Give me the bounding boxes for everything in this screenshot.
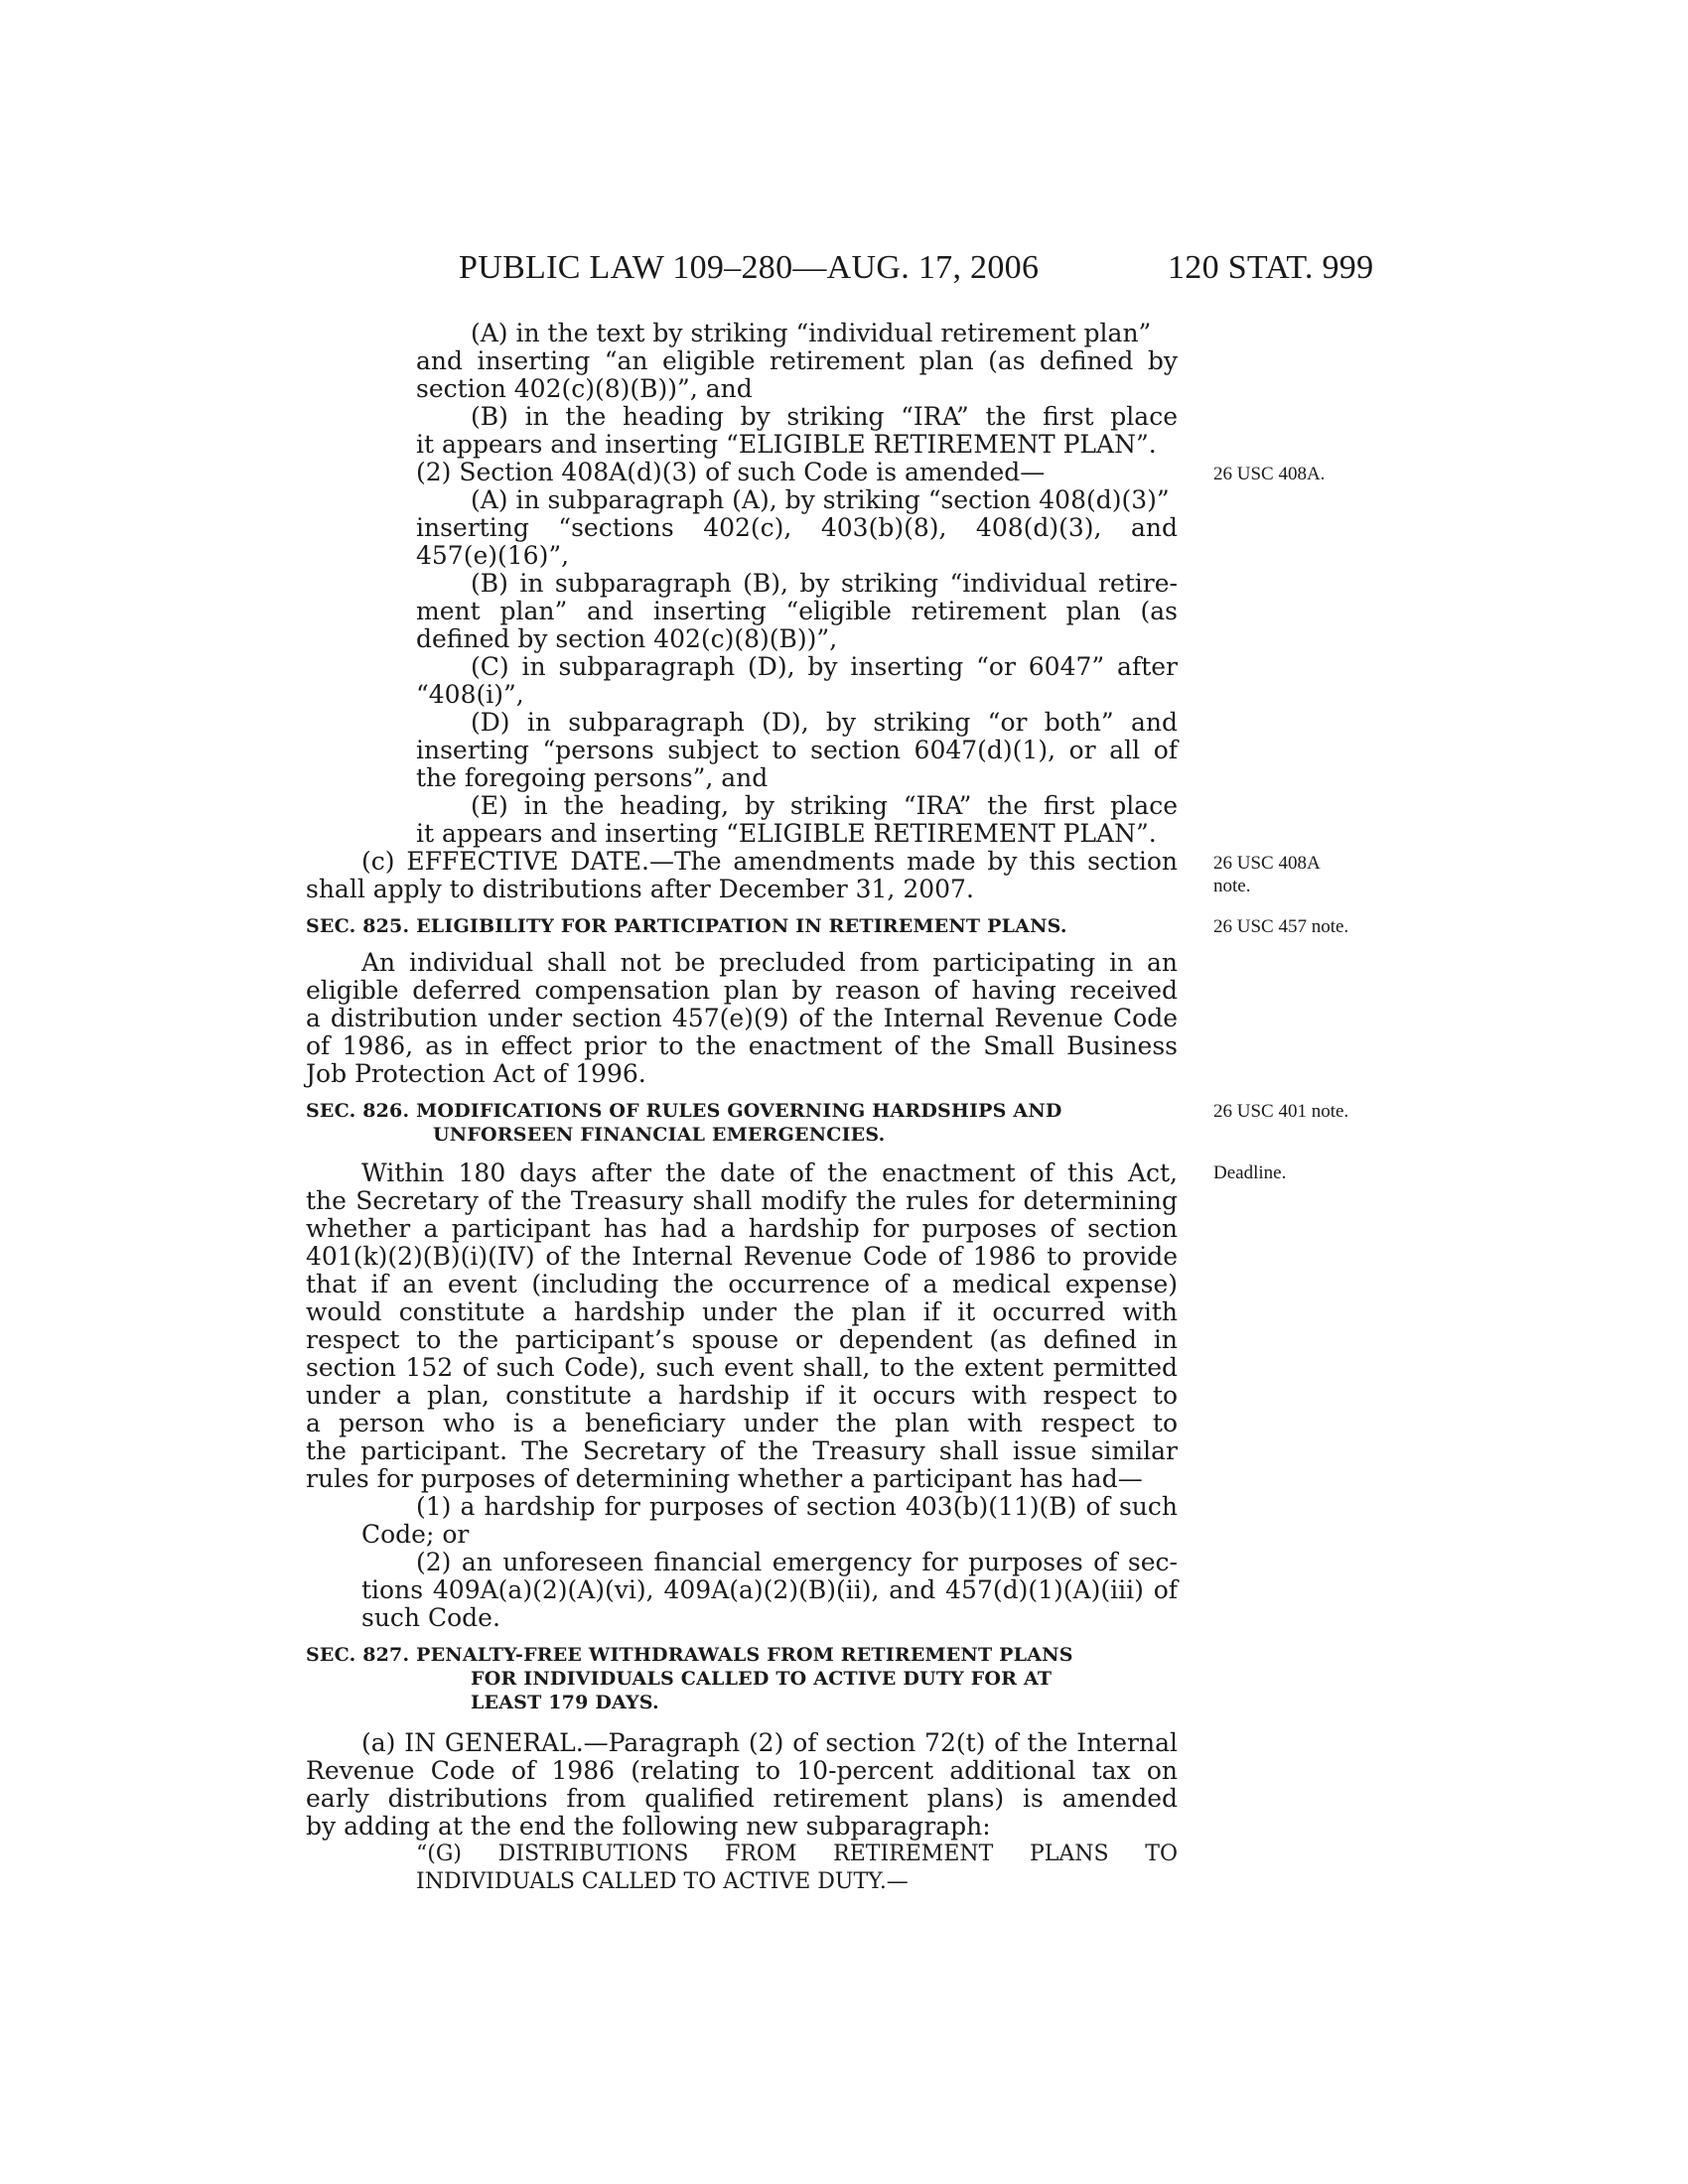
text-line: whether a participant has had a hardship for purposes of section <box>306 1214 1178 1243</box>
text-line: (2) an unforeseen financial emergency for purposes of sec- <box>416 1548 1178 1576</box>
text-line: (B) in subparagraph (B), by striking “individual retire- <box>471 569 1178 598</box>
text-line: a distribution under section 457(e)(9) of the Internal Revenue Code <box>306 1004 1178 1032</box>
running-header-page-ref: 120 STAT. 999 <box>1168 249 1374 286</box>
text-line: a person who is a beneficiary under the plan with respect to <box>306 1409 1178 1437</box>
text-line: (c) EFFECTIVE DATE.—The amendments made by this section <box>361 847 1178 876</box>
section-heading-continued: FOR INDIVIDUALS CALLED TO ACTIVE DUTY FOR AT <box>471 1668 1053 1690</box>
text-line: rules for purposes of determining whether a participant has had— <box>306 1464 1143 1493</box>
text-line: section 402(c)(8)(B))”, and <box>416 374 753 403</box>
running-header-title: PUBLIC LAW 109–280—AUG. 17, 2006 <box>459 249 1040 286</box>
margin-note: 26 USC 408A. <box>1213 464 1326 484</box>
text-line: “(G) DISTRIBUTIONS FROM RETIREMENT PLANS TO <box>416 1842 1178 1866</box>
text-line: that if an event (including the occurrence of a medical expense) <box>306 1270 1178 1298</box>
text-line: Revenue Code of 1986 (relating to 10-percent additional tax on <box>306 1756 1178 1785</box>
margin-note: 26 USC 408A <box>1213 853 1321 874</box>
margin-note: 26 USC 401 note. <box>1213 1101 1349 1122</box>
section-heading: SEC. 826. MODIFICATIONS OF RULES GOVERNING HARDSHIPS AND <box>306 1100 1062 1122</box>
text-line: Job Protection Act of 1996. <box>306 1059 646 1088</box>
text-line: 401(k)(2)(B)(i)(IV) of the Internal Revenue Code of 1986 to provide <box>306 1242 1178 1271</box>
text-line: and inserting “an eligible retirement plan (as defined by <box>416 346 1178 375</box>
text-line: inserting “sections 402(c), 403(b)(8), 408(d)(3), and <box>416 513 1178 542</box>
text-line: section 152 of such Code), such event shall, to the extent permitted <box>306 1353 1178 1382</box>
text-line: (a) IN GENERAL.—Paragraph (2) of section 72(t) of the Internal <box>361 1728 1178 1757</box>
text-line: (D) in subparagraph (D), by striking “or both” and <box>471 708 1178 737</box>
text-line: (A) in the text by striking “individual retirement plan” <box>471 319 1152 347</box>
text-line: inserting “persons subject to section 6047(d)(1), or all of <box>416 736 1178 764</box>
text-line: the participant. The Secretary of the Treasury shall issue similar <box>306 1436 1178 1465</box>
text-line: Code; or <box>361 1520 470 1549</box>
text-line: Within 180 days after the date of the enactment of this Act, <box>361 1159 1178 1187</box>
text-line: (C) in subparagraph (D), by inserting “or 6047” after <box>471 652 1178 681</box>
text-line: shall apply to distributions after December 31, 2007. <box>306 875 974 903</box>
section-heading: SEC. 827. PENALTY-FREE WITHDRAWALS FROM RETIREMENT PLANS <box>306 1644 1073 1666</box>
text-line: the foregoing persons”, and <box>416 763 769 792</box>
text-line: would constitute a hardship under the plan if it occurred with <box>306 1297 1178 1326</box>
margin-note: 26 USC 457 note. <box>1213 916 1349 937</box>
text-line: (1) a hardship for purposes of section 403(b)(11)(B) of such <box>416 1492 1178 1521</box>
section-heading-continued: LEAST 179 DAYS. <box>471 1692 659 1713</box>
text-line: (E) in the heading, by striking “IRA” the first place <box>471 791 1178 820</box>
text-line: early distributions from qualified retirement plans) is amended <box>306 1784 1178 1813</box>
text-line: it appears and inserting “ELIGIBLE RETIREMENT PLAN”. <box>416 430 1157 459</box>
margin-note: note. <box>1213 876 1251 896</box>
section-heading: SEC. 825. ELIGIBILITY FOR PARTICIPATION IN RETIREMENT PLANS. <box>306 915 1067 937</box>
text-line: (A) in subparagraph (A), by striking “section 408(d)(3)” <box>471 485 1170 514</box>
text-line: ment plan” and inserting “eligible retirement plan (as <box>416 597 1178 625</box>
text-line: under a plan, constitute a hardship if it occurs with respect to <box>306 1381 1178 1410</box>
text-line: tions 409A(a)(2)(A)(vi), 409A(a)(2)(B)(ii), and 457(d)(1)(A)(iii) of <box>361 1575 1178 1604</box>
text-line: the Secretary of the Treasury shall modify the rules for determining <box>306 1186 1178 1215</box>
text-line: of 1986, as in effect prior to the enactment of the Small Business <box>306 1031 1178 1060</box>
text-line: (B) in the heading by striking “IRA” the first place <box>471 402 1178 431</box>
text-line: defined by section 402(c)(8)(B))”, <box>416 624 838 653</box>
text-line: respect to the participant’s spouse or dependent (as defined in <box>306 1325 1178 1354</box>
text-line: eligible deferred compensation plan by reason of having received <box>306 976 1178 1005</box>
text-line: by adding at the end the following new subparagraph: <box>306 1812 991 1841</box>
text-line: INDIVIDUALS CALLED TO ACTIVE DUTY.— <box>416 1869 909 1894</box>
text-line: such Code. <box>361 1603 500 1632</box>
margin-note: Deadline. <box>1213 1162 1287 1183</box>
text-line: An individual shall not be precluded from participating in an <box>361 948 1178 977</box>
text-line: “408(i)”, <box>416 680 524 709</box>
text-line: (2) Section 408A(d)(3) of such Code is amended— <box>416 458 1046 486</box>
section-heading-continued: UNFORSEEN FINANCIAL EMERGENCIES. <box>433 1124 886 1146</box>
text-line: 457(e)(16)”, <box>416 541 570 570</box>
text-line: it appears and inserting “ELIGIBLE RETIREMENT PLAN”. <box>416 819 1157 848</box>
